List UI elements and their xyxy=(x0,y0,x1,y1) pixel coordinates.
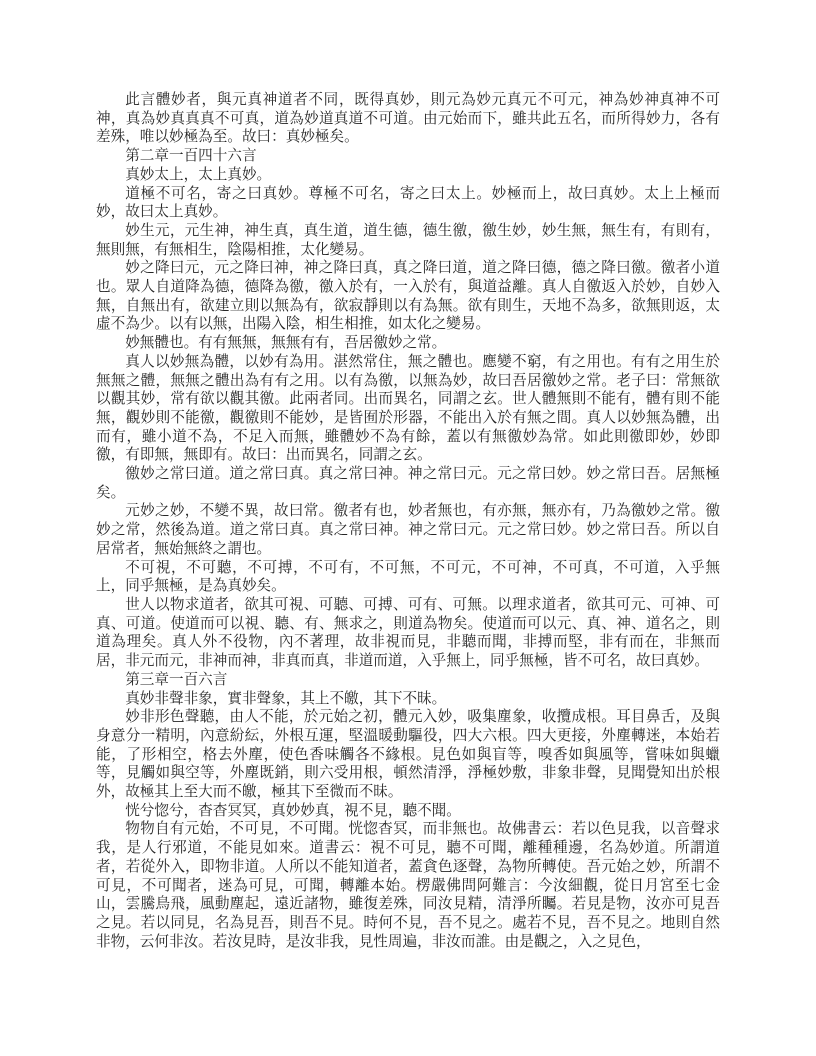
paragraph-dao-ji-bu-ke-ming: 道極不可名，寄之曰真妙。尊極不可名，寄之曰太上。妙極而上，故曰真妙。太上上極而妙，故曰太上真妙。 xyxy=(96,184,720,221)
paragraph-huang-xi-hu-xi: 恍兮惚兮，杳杳冥冥，真妙妙真，視不見，聽不聞。 xyxy=(125,801,461,819)
paragraph-yuanmiao-zhi-miao: 元妙之妙，不變不異，故曰常。徼者有也，妙者無也，有亦無，無亦有，乃為徼妙之常。徼妙之常，然後為道。道之常曰真。真之常曰神。神之常曰元。元之常曰妙。妙之常曰吾。所以自居常者，無始無終之謂也。 xyxy=(96,502,720,557)
paragraph-wuwu-zi-you-yuanshi: 物物自有元始，不可見，不可聞。恍惚杳冥，而非無也。故佛書云：若以色見我，以音聲求我，是人行邪道，不能見如來。道書云：視不可見，聽不可聞，離種種邊，名為妙道。所謂道者，若從外入，即物非道。人所以不能知道者，蓋貪色逐聲，為物所轉使。吾元始之妙，所謂不可見，不可聞者，迷為可見，可聞，轉離本始。楞嚴佛問阿難言：今汝細觀，從日月宮至七金山，雲騰鳥飛，風動塵起，遠近諸物，雖復差殊，同汝見精，清淨所矚。若見是物，汝亦可見吾之見。若以同見，名為見吾，則吾不見。時何不見，吾不見之。處若不見，吾不見之。地則自然非物，云何非汝。若汝見時，是汝非我，見性周遍，非汝而誰。由是觀之，入之見色， xyxy=(96,820,720,950)
paragraph-jiaomiao-zhi-chang: 徼妙之常曰道。道之常曰真。真之常曰神。神之常曰元。元之常曰妙。妙之常曰吾。居無極矣。 xyxy=(96,465,720,501)
paragraph-miao-fei-xing-se: 妙非形色聲聽，由人不能，於元始之初，體元入妙，吸集塵象，收攬成根。耳目鼻舌，及與身意分一精明，內意紛紜，外根互運，堅溫暖動驅役，四大六根。四大更接，外塵轉迷，本始若能，了形相空，格去外塵，使色香味觸各不緣根。見色如與盲等，嗅香如與風等，嘗味如與蠟等，見觸如與空等，外塵既銷，則六受用根，頓然清淨，淨極妙敷，非象非聲，見聞覺知出於根外，故極其上至大而不皦，極其下至微而不昧。 xyxy=(96,708,720,801)
paragraph-body-mystery-of-five-names: 此言體妙者，與元真神道者不同，既得真妙，則元為妙元真元不可元，神為妙神真神不可神，真為妙真真真不可真，道為妙道真道不可道。由元始而下，雖共此五名，而所得妙力，各有差殊，唯以妙極為至。故曰：真妙極矣。 xyxy=(96,91,720,146)
paragraph-miao-wu-ti: 妙無體也。有有無無，無無有有，吾居徼妙之常。 xyxy=(125,334,447,352)
chapter-2-heading: 第二章一百四十六言 xyxy=(125,147,257,165)
paragraph-bu-ke-shi: 不可視，不可聽，不可搏，不可有，不可無，不可元，不可神，不可真，不可道，入乎無上，同乎無極，是為真妙矣。 xyxy=(96,558,720,595)
paragraph-miao-sheng-yuan: 妙生元，元生神，神生真，真生道，道生德，德生徼，徼生妙，妙生無，無生有，有則有，無則無，有無相生，陰陽相推，太化變易。 xyxy=(96,221,720,258)
paragraph-zhenren-miao-wu-wei-ti: 真人以妙無為體，以妙有為用。湛然常住，無之體也。應變不窮，有之用也。有有之用生於無無之體，無無之體出為有有之用。以有為徼，以無為妙，故曰吾居徼妙之常。老子曰：常無欲以觀其妙，常有欲以觀其徼。此兩者同。出而異名，同謂之玄。世人體無則不能有，體有則不能無，觀妙則不能徼，觀徼則不能妙，是皆囿於形器，不能出入於有無之間。真人以妙無為體，出而有，雖小道不為，不足入而無，雖體妙不為有餘，蓋以有無徼妙為常。如此則徼即妙，妙即徼，有即無，無即有。故曰：出而異名，同謂之玄。 xyxy=(96,352,720,464)
paragraph-fei-sheng-fei-xiang: 真妙非聲非象，實非聲象，其上不皦，其下不昧。 xyxy=(125,689,447,707)
paragraph-shiren-yi-wu-qiu-dao: 世人以物求道者，欲其可視、可聽、可搏、可有、可無。以理求道者，欲其可元、可神、可真、可道。使道而可以視、聽、有、無求之，則道為物矣。使道而可以元、真、神、道名之，則道為理矣。真人外不役物，內不著理，故非視而見，非聽而聞，非搏而堅，非有而在，非無而居，非元而元，非神而神，非真而真，非道而道，入乎無上，同乎無極，皆不可名，故曰真妙。 xyxy=(96,595,720,670)
text-block xyxy=(96,91,720,951)
paragraph-zhenmiao-taishang: 真妙太上，太上真妙。 xyxy=(125,165,272,183)
paragraph-miao-zhi-jiang: 妙之降曰元，元之降曰神，神之降曰真，真之降曰道，道之降曰德，德之降曰徼。徼者小道也。眾人自道降為德，德降為徼，徼入於有，一入於有，與道益離。真人自徼返入於妙，自妙入無，自無出有，欲建立則以無為有，欲寂靜則以有為無。欲有則生，天地不為多，欲無則返，太虛不為少。以有以無，出陽入陰，相生相推，如太化之變易。 xyxy=(96,259,720,333)
chapter-3-heading: 第三章一百六言 xyxy=(125,670,228,688)
